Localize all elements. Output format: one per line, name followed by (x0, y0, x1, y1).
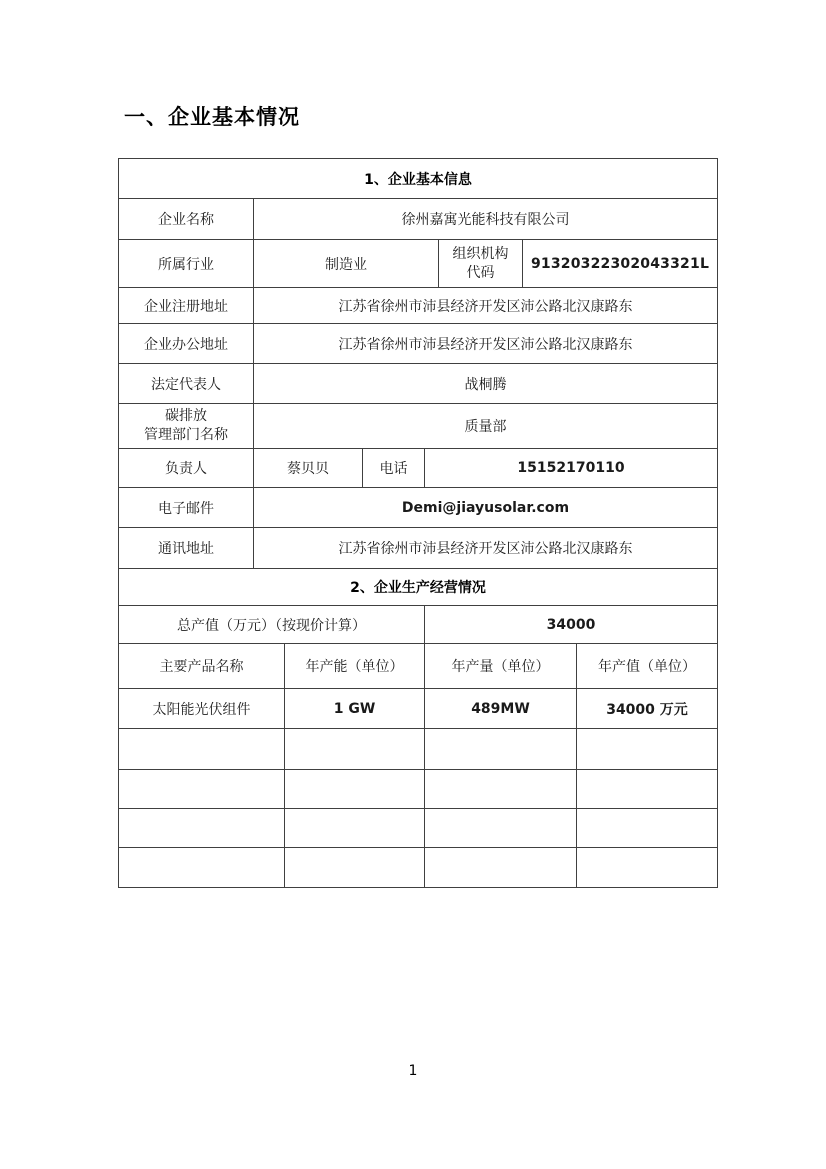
legal-rep-label: 法定代表人 (119, 364, 254, 404)
product-name-cell (119, 770, 285, 809)
section1-header-row (119, 159, 718, 199)
annual-output-header: 年产量（单位） (425, 644, 577, 689)
annual-value-header: 年产值（单位） (577, 644, 718, 689)
product-value-cell (577, 770, 718, 809)
office-address-label: 企业办公地址 (119, 324, 254, 364)
registered-address-label: 企业注册地址 (119, 288, 254, 324)
org-code-value: 91320322302043321L (523, 240, 718, 288)
product-name-header: 主要产品名称 (119, 644, 285, 689)
product-capacity-cell (285, 848, 425, 888)
product-capacity-cell: 1 GW (285, 689, 425, 729)
email-row (119, 488, 718, 528)
section1-header: 1、企业基本信息 (119, 159, 718, 199)
email-label: 电子邮件 (119, 488, 254, 528)
product-value-cell (577, 809, 718, 848)
manager-row (119, 449, 718, 488)
product-name-cell (119, 729, 285, 770)
company-name-label: 企业名称 (119, 199, 254, 240)
product-value-cell (577, 848, 718, 888)
section2-header-row (119, 569, 718, 606)
enterprise-info-table (118, 158, 718, 888)
product-output-cell (425, 770, 577, 809)
registered-address-row (119, 288, 718, 324)
product-value-cell: 34000 万元 (577, 689, 718, 729)
total-output-row (119, 606, 718, 644)
company-name-value: 徐州嘉寓光能科技有限公司 (254, 199, 718, 240)
product-capacity-cell (285, 809, 425, 848)
org-code-label-line2: 代码 (466, 264, 495, 281)
section2-header: 2、企业生产经营情况 (119, 569, 718, 606)
industry-value: 制造业 (254, 240, 439, 288)
page-title: 一、企业基本情况 (124, 105, 300, 129)
mailing-address-value: 江苏省徐州市沛县经济开发区沛公路北汉康路东 (254, 528, 718, 569)
product-value-cell (577, 729, 718, 770)
product-name-cell (119, 809, 285, 848)
email-value: Demi@jiayusolar.com (254, 488, 718, 528)
product-row (119, 848, 718, 888)
product-name-cell (119, 848, 285, 888)
product-row (119, 729, 718, 770)
mailing-address-label: 通讯地址 (119, 528, 254, 569)
org-code-label (439, 240, 523, 288)
product-output-cell: 489MW (425, 689, 577, 729)
product-capacity-cell (285, 770, 425, 809)
org-code-label-line1: 组织机构 (452, 245, 509, 262)
carbon-dept-label-line2: 管理部门名称 (144, 427, 228, 443)
office-address-row (119, 324, 718, 364)
product-capacity-cell (285, 729, 425, 770)
product-output-cell (425, 809, 577, 848)
industry-row (119, 240, 718, 288)
phone-label: 电话 (363, 449, 425, 488)
product-table-header-row (119, 644, 718, 689)
total-output-value: 34000 (425, 606, 718, 644)
phone-value: 15152170110 (425, 449, 718, 488)
page-number: 1 (408, 1063, 418, 1079)
product-output-cell (425, 848, 577, 888)
industry-label: 所属行业 (119, 240, 254, 288)
total-output-label: 总产值（万元）（按现价计算） (119, 606, 425, 644)
product-row (119, 770, 718, 809)
office-address-value: 江苏省徐州市沛县经济开发区沛公路北汉康路东 (254, 324, 718, 364)
mailing-address-row (119, 528, 718, 569)
carbon-dept-label (119, 404, 254, 449)
legal-rep-row (119, 364, 718, 404)
carbon-dept-label-line1: 碳排放 (165, 408, 207, 425)
product-name-cell: 太阳能光伏组件 (119, 689, 285, 729)
manager-label: 负责人 (119, 449, 254, 488)
carbon-dept-row (119, 404, 718, 449)
legal-rep-value: 战桐腾 (254, 364, 718, 404)
carbon-dept-value: 质量部 (254, 404, 718, 449)
registered-address-value: 江苏省徐州市沛县经济开发区沛公路北汉康路东 (254, 288, 718, 324)
annual-capacity-header: 年产能（单位） (285, 644, 425, 689)
product-row (119, 809, 718, 848)
product-output-cell (425, 729, 577, 770)
manager-value: 蔡贝贝 (254, 449, 363, 488)
company-name-row (119, 199, 718, 240)
product-row (119, 689, 718, 729)
